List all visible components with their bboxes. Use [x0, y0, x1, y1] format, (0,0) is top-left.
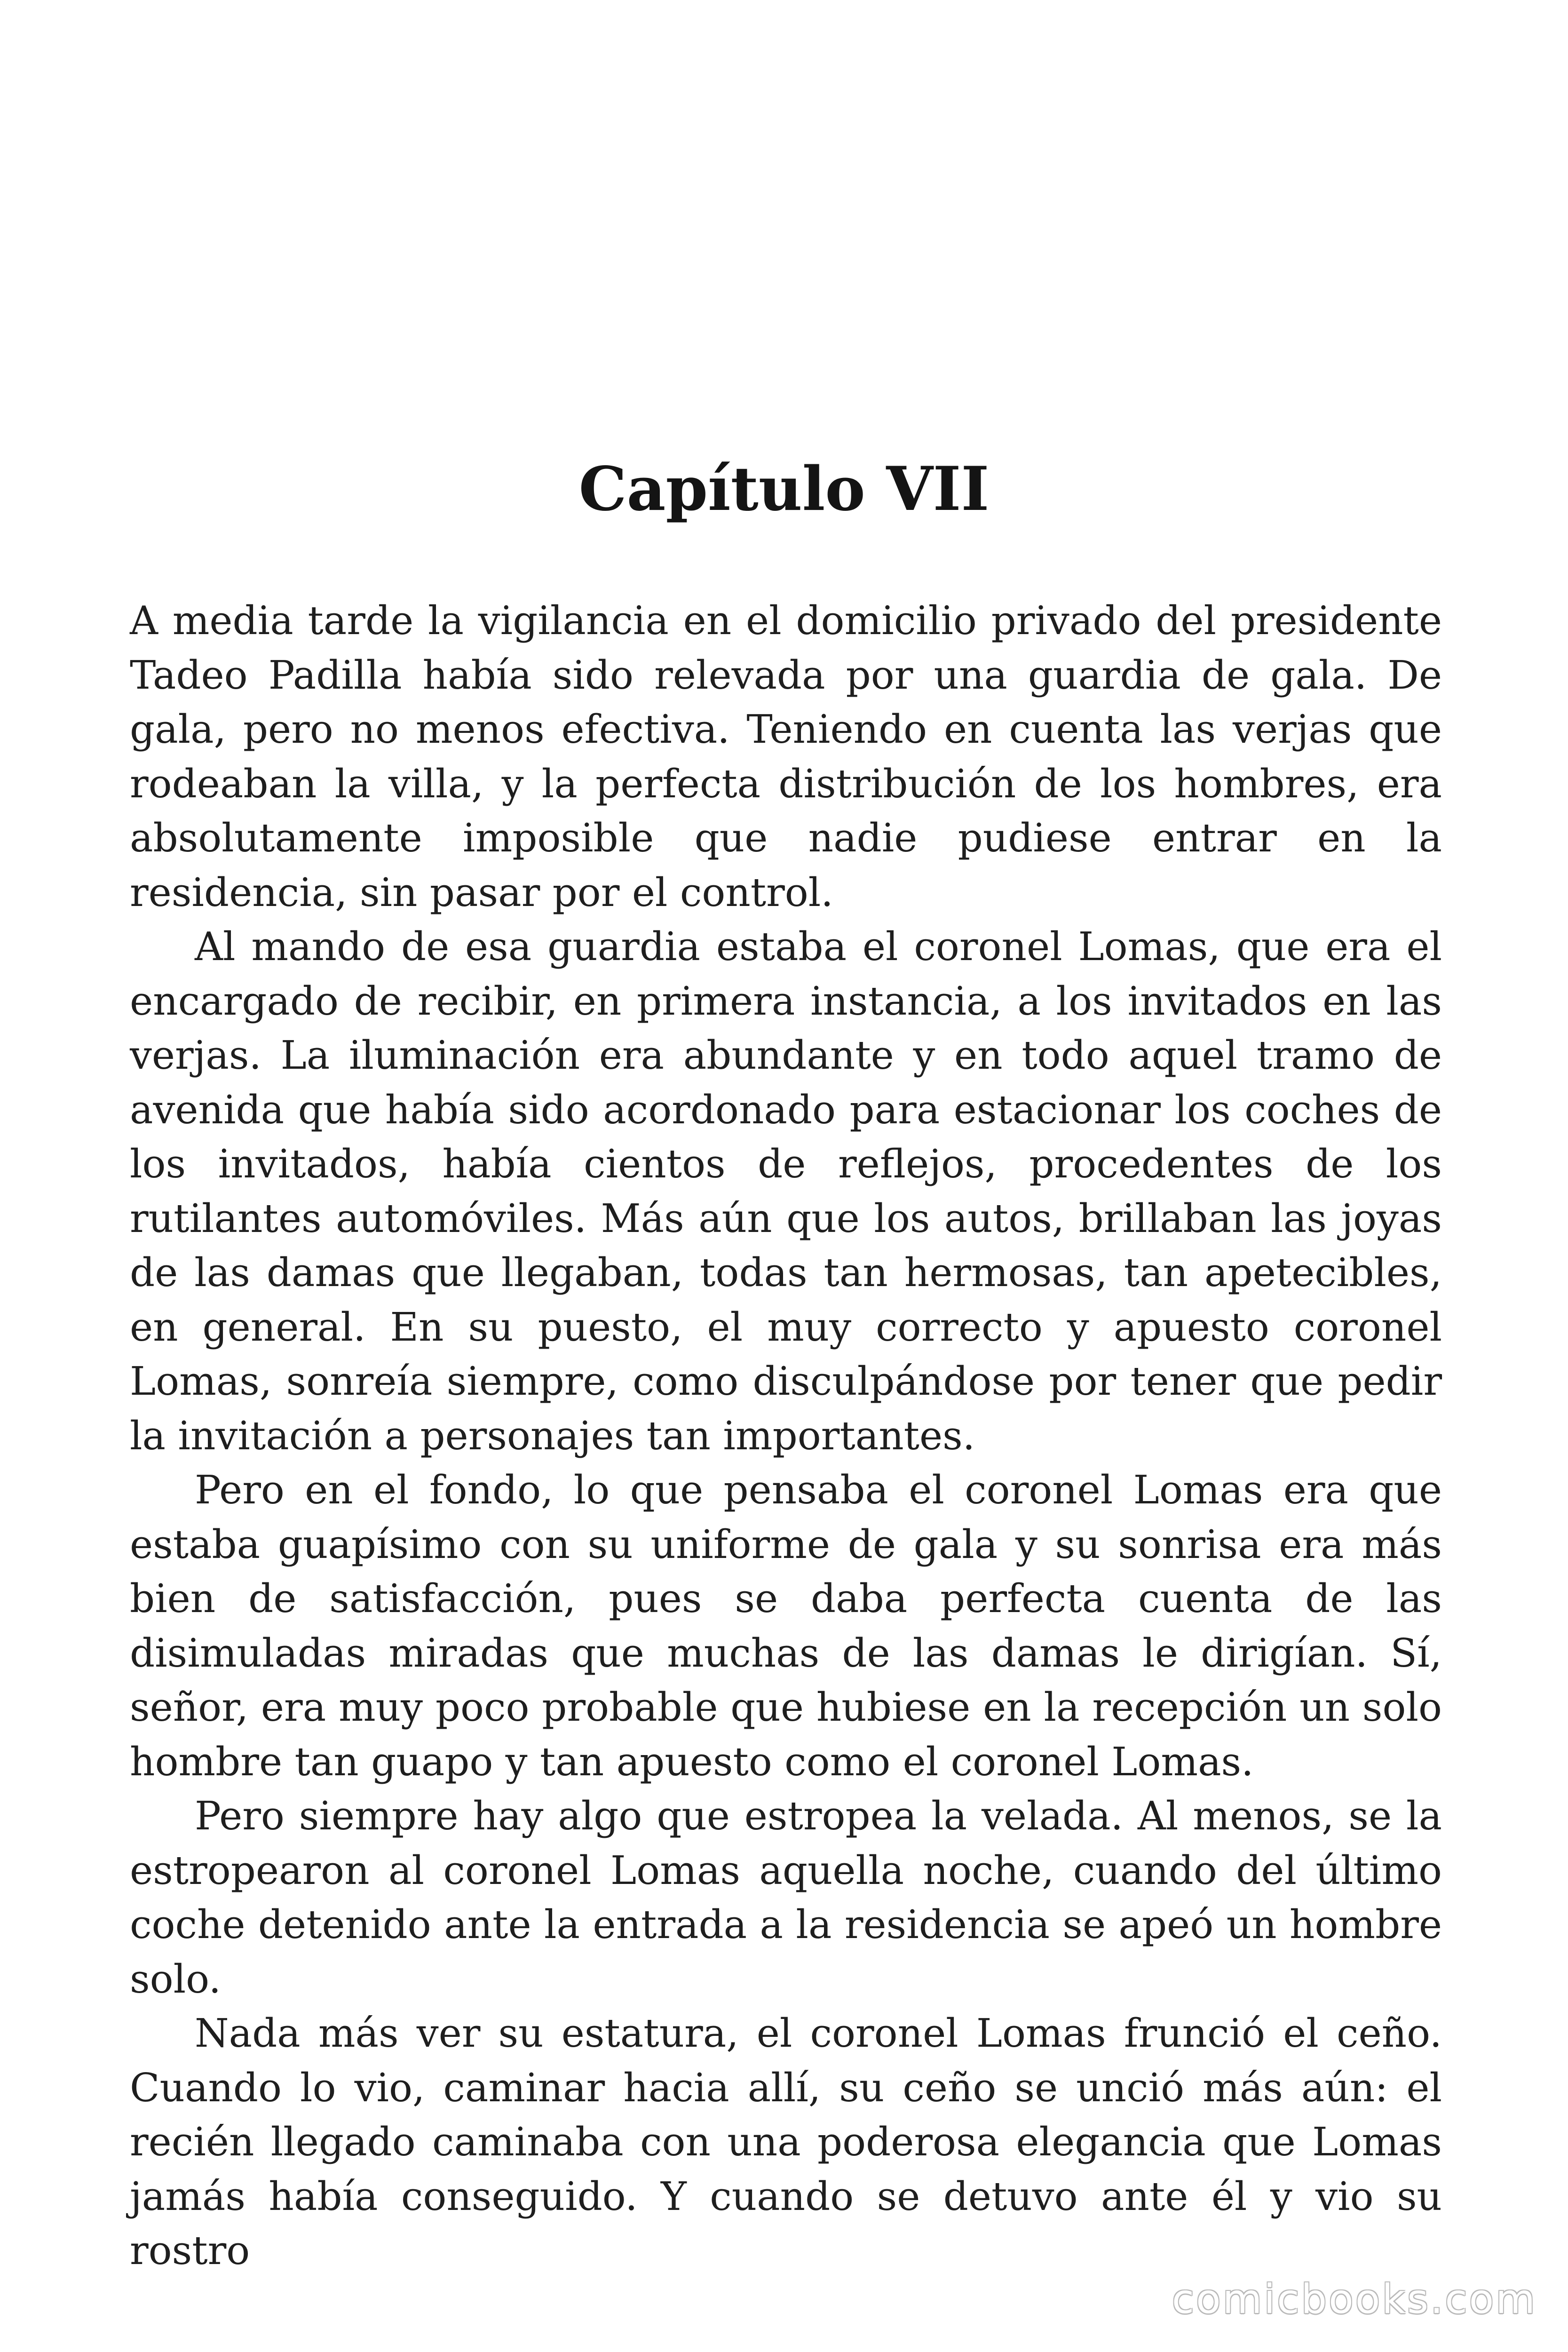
paragraph: Al mando de esa guardia estaba el coronel Lomas, que era el encargado de recibir, en primera instancia, a los invitados en las verjas. La iluminación era abundante y en todo aquel tramo de avenida que había sido acordonado para estacionar los coches de los invitados, había cientos de reflejos, procedentes de los rutilantes automóviles. Más aún que los autos, brillaban las joyas de las damas que llegaban, todas tan hermosas, tan apetecibles, en general. En su puesto, el muy correcto y apuesto coronel Lomas, sonreía siempre, como disculpándose por tener que pedir la invitación a personajes tan importantes.	[130, 924, 1442, 1459]
watermark: comicbooks.com	[1172, 2276, 1537, 2323]
paragraph: A media tarde la vigilancia en el domicilio privado del presidente Tadeo Padilla había sido relevada por una guardia de gala. De gala, pero no menos efectiva. Teniendo en cuenta las verjas que rodeaban la villa, y la perfecta distribución de los hombres, era absolutamente imposible que nadie pudiese entrar en la residencia, sin pasar por el control.	[130, 598, 1442, 915]
paragraph: Pero en el fondo, lo que pensaba el coronel Lomas era que estaba guapísimo con su uniforme de gala y su sonrisa era más bien de satisfacción, pues se daba perfecta cuenta de las disimuladas miradas que muchas de las damas le dirigían. Sí, señor, era muy poco probable que hubiese en la recepción un solo hombre tan guapo y tan apuesto como el coronel Lomas.	[130, 1467, 1442, 1785]
paragraph: Pero siempre hay algo que estropea la velada. Al menos, se la estropearon al coronel Lomas aquella noche, cuando del último coche detenido ante la entrada a la residencia se apeó un hombre solo.	[130, 1793, 1442, 2002]
chapter-body	[130, 594, 1442, 2278]
chapter-title: Capítulo VII	[578, 454, 990, 524]
paragraph: Nada más ver su estatura, el coronel Lomas frunció el ceño. Cuando lo vio, caminar hacia allí, su ceño se unció más aún: el recién llegado caminaba con una poderosa elegancia que Lomas jamás había conseguido. Y cuando se detuvo ante él y vio su rostro	[130, 2010, 1442, 2273]
